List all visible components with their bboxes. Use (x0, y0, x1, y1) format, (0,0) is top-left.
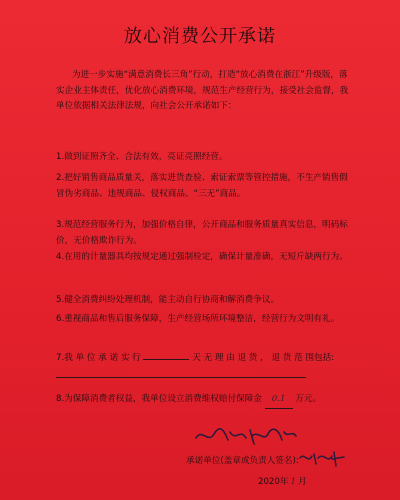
item8-prefix: 8.为保障消费者权益，我单位设立消费维权赔付保障金 (56, 394, 262, 404)
date-month-suffix: 月 (297, 477, 307, 487)
representative-signature-handwriting (298, 448, 348, 468)
return-days-blank (143, 349, 189, 360)
signature-date (258, 475, 307, 487)
return-scope-blank (56, 367, 306, 378)
commitment-item-8 (56, 392, 356, 409)
commitment-item-3: 3.规范经营服务行为，加强价格自律，公开商品和服务质量真实信息，明码标价，无价格欺诈行为。 (56, 220, 348, 246)
commitment-item-2: 2.把好销售商品质量关，落实进货查验、索证索票等管控措施，不生产销售假冒伪劣商品、违规商品、侵权商品、“三无”商品。 (56, 173, 348, 199)
commitment-item-5: 5.健全消费纠纷处理机制，能主动自行协商和解消费争议。 (56, 295, 280, 305)
commitment-item-4: 4.在用的计量器具均按规定通过强制检定，确保计量准确，无短斤缺两行为。 (56, 252, 348, 262)
date-month: 1 (290, 477, 296, 487)
date-year: 2020年 (258, 477, 289, 487)
signature-label: 承诺单位(盖章或负责人签名): (186, 456, 299, 466)
item7-prefix: 7.我 单 位 承 诺 实 行 (56, 353, 141, 363)
guarantee-amount: 0.1 (265, 392, 293, 409)
commitment-item-6: 6.重视商品和售后服务保障，生产经营场所环境整洁，经营行为文明有礼。 (56, 314, 340, 324)
document-title: 放心消费公开承诺 (124, 26, 276, 47)
commitment-item-7 (56, 349, 356, 384)
company-signature-handwriting (194, 424, 298, 448)
item8-suffix: 万元。 (295, 394, 322, 404)
commitment-item-1: 1.做到证照齐全、合法有效，亮证亮照经营。 (56, 152, 228, 162)
intro-paragraph: 为进一步实施“满意消费长三角”行动，打造“放心消费在浙江”升级版，落实企业主体责任，优化放心消费环境，规范生产经营行为，接受社会监督，我单位依据相关法律法规，向社会公开承诺如下： (56, 70, 349, 112)
item7-middle: 天 无 理 由 退 货 ， 退 货 范 围包括: (192, 353, 335, 363)
